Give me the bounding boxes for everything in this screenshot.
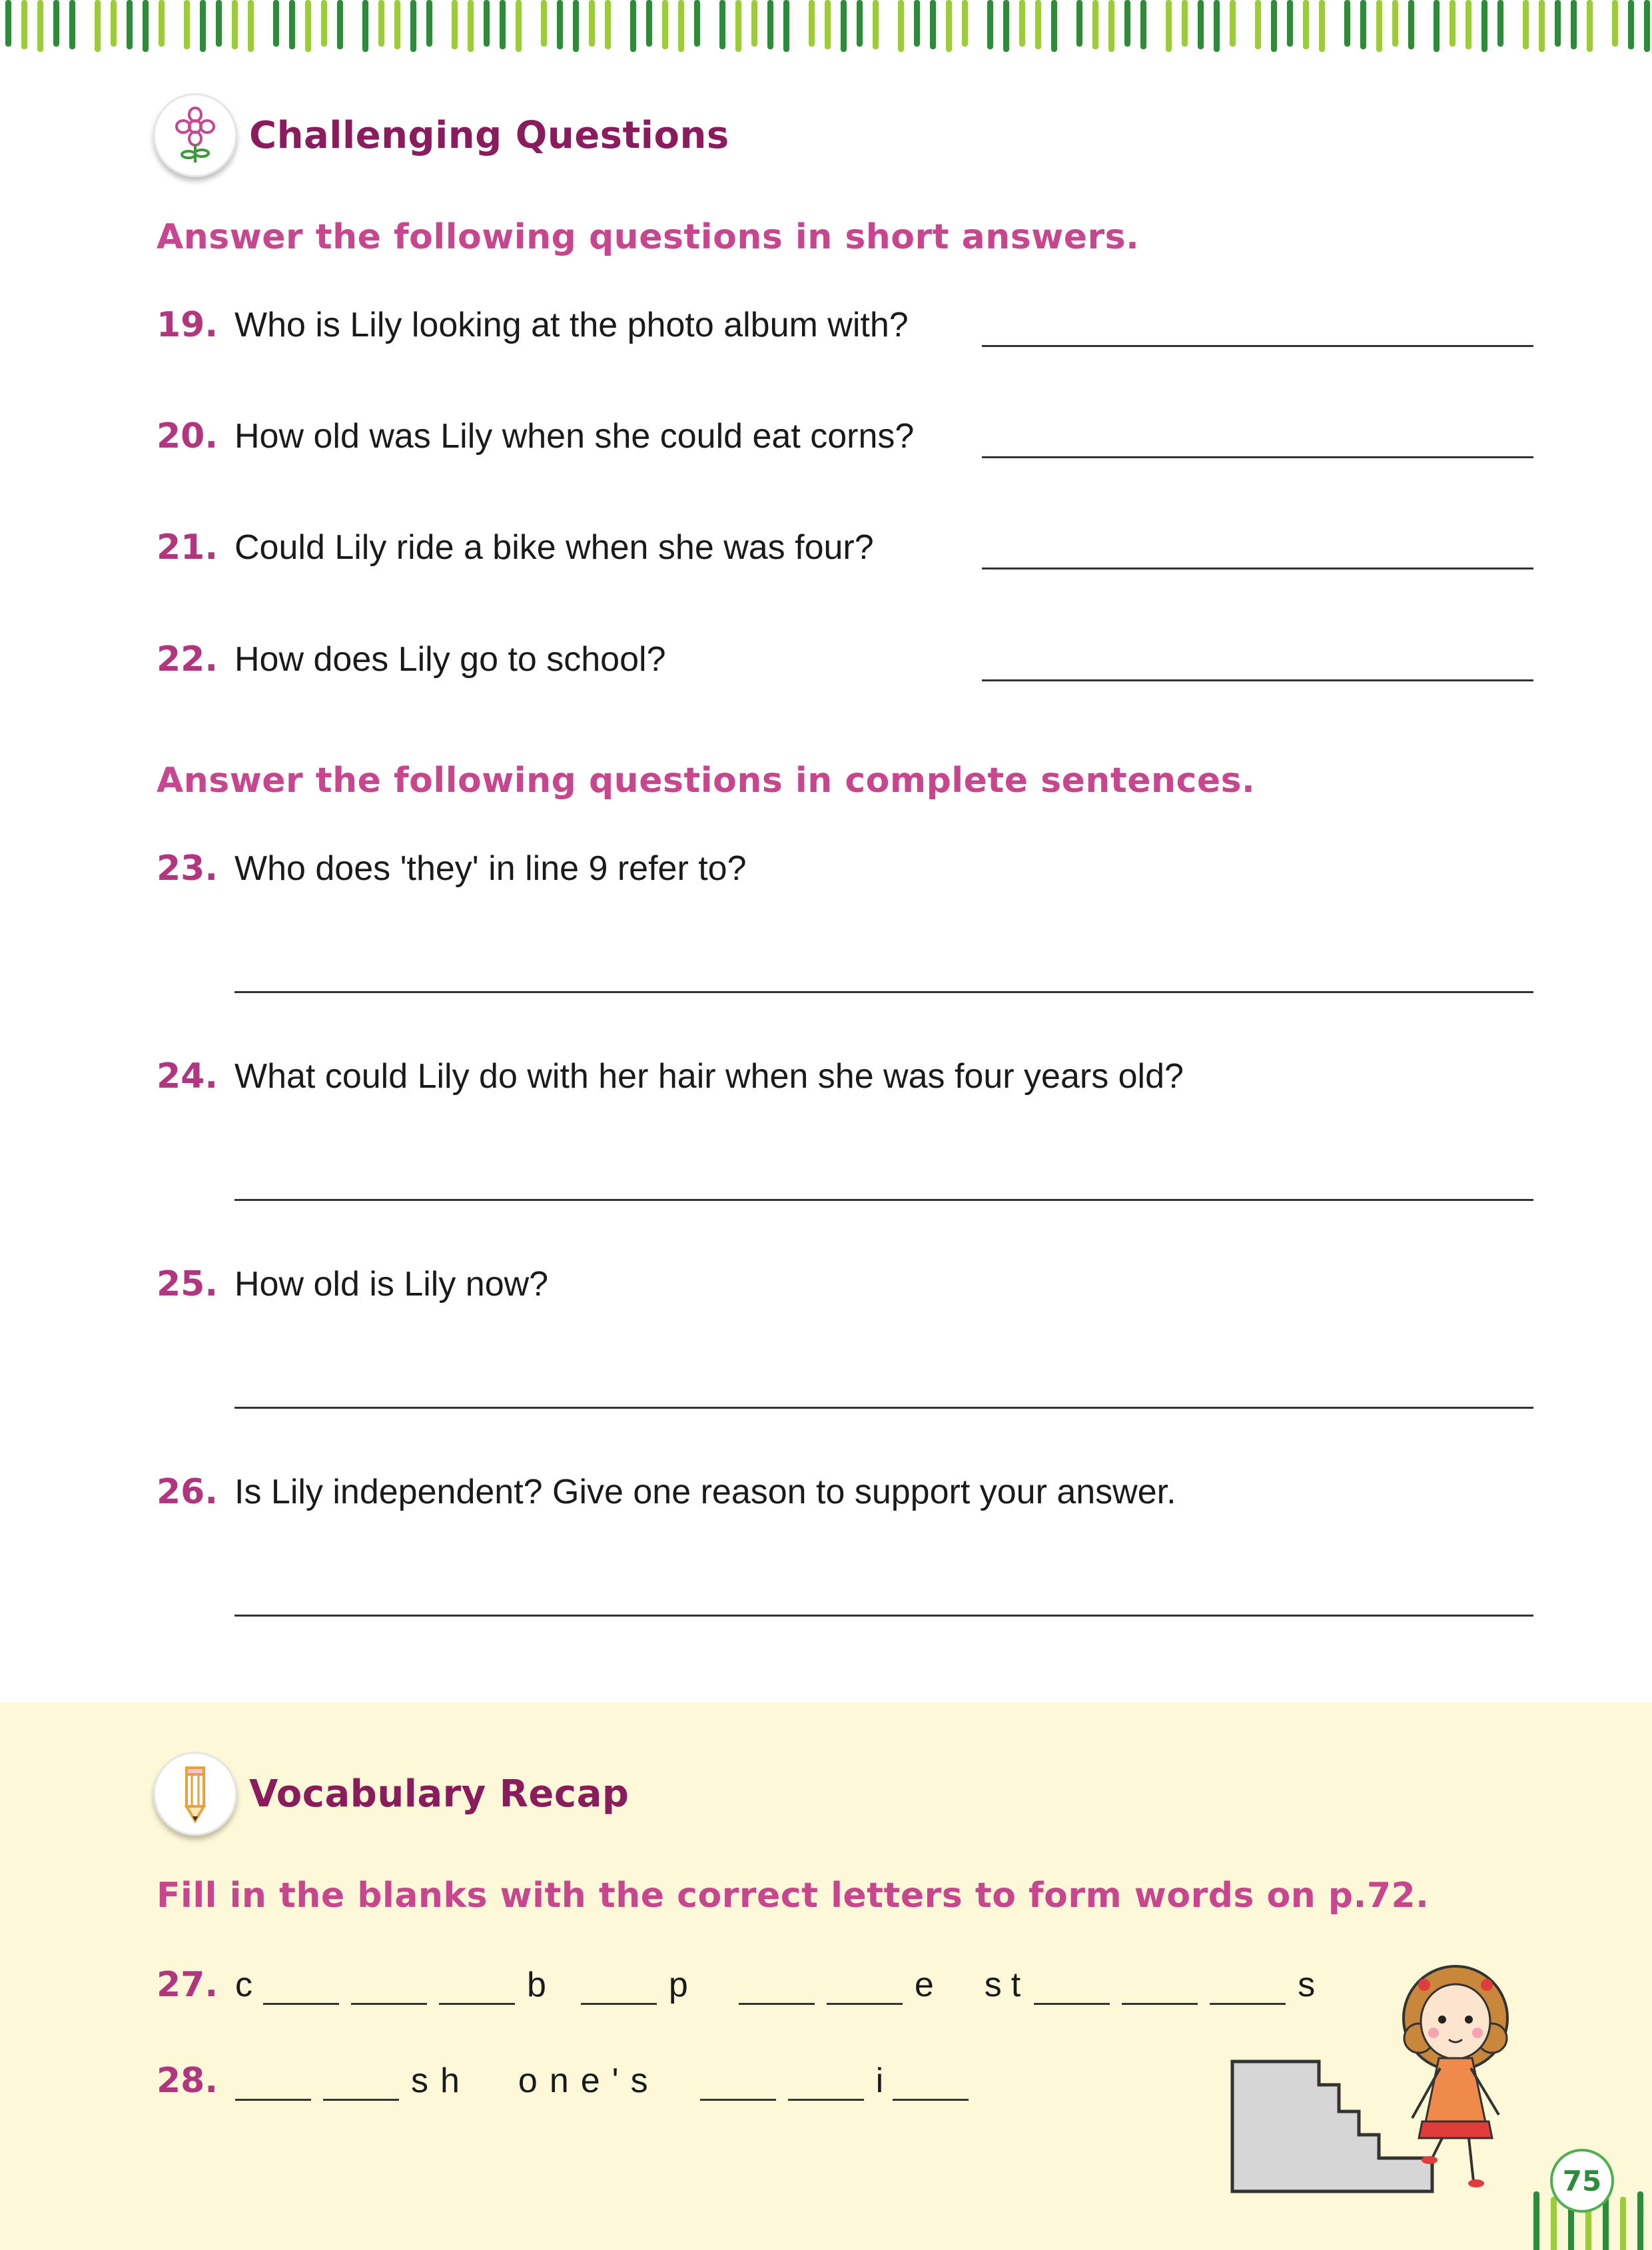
vocabulary-recap-header: [153, 1752, 629, 1836]
stripe: [143, 0, 149, 52]
letter-blank[interactable]: [827, 1968, 903, 2005]
letter-blank[interactable]: [1122, 1968, 1198, 2005]
stripe: [1612, 0, 1618, 47]
letter: e: [914, 1966, 934, 2004]
stripe: [1637, 2191, 1643, 2250]
stripe: [946, 0, 952, 52]
question-text: Could Lily ride a bike when she was four?: [234, 528, 874, 567]
question-text: Who is Lily looking at the photo album with?: [234, 306, 909, 344]
answer-line[interactable]: [234, 1615, 1533, 1617]
stripe: [767, 0, 773, 49]
stripe: [719, 0, 725, 49]
stripe: [1019, 0, 1025, 47]
stripe: [1124, 0, 1130, 47]
question-number: 19.: [157, 305, 218, 345]
stripe: [914, 0, 920, 47]
stripe: [1465, 0, 1471, 49]
stripe: [857, 0, 863, 47]
stripe: [426, 0, 432, 47]
flower-icon: [153, 93, 237, 177]
answer-line[interactable]: [234, 1407, 1533, 1409]
section-title: Challenging Questions: [249, 113, 729, 157]
stripe: [1303, 0, 1309, 49]
answer-line[interactable]: [982, 456, 1533, 458]
stripe: [541, 0, 547, 47]
instruction-complete-sentences: Answer the following questions in complete sentences.: [157, 761, 1256, 801]
answer-line[interactable]: [982, 679, 1533, 681]
challenging-questions-header: [153, 93, 729, 177]
stripe: [873, 0, 879, 49]
stripe: [694, 0, 700, 47]
question-number: 20.: [157, 416, 218, 456]
word: one's: [518, 2062, 660, 2100]
stripe: [69, 0, 75, 49]
stripe: [53, 0, 59, 47]
question-number: 21.: [157, 528, 218, 567]
stripe: [825, 0, 831, 49]
instruction-short-answers: Answer the following questions in short answers.: [157, 217, 1140, 257]
stripe: [557, 0, 563, 49]
stripe: [1481, 0, 1487, 52]
letter-blank[interactable]: [788, 2064, 864, 2101]
stripe: [321, 0, 327, 47]
stripe: [1255, 0, 1261, 49]
stripe: [248, 0, 254, 52]
question-text: Is Lily independent? Give one reason to support your answer.: [234, 1473, 1176, 1511]
top-stripe-border: [0, 0, 1652, 55]
question-number: 27.: [157, 1965, 218, 2005]
stripe: [1271, 0, 1277, 52]
pencil-icon: [153, 1752, 237, 1836]
stripe: [1360, 0, 1366, 49]
stripe: [1620, 2197, 1626, 2250]
stripe: [735, 0, 741, 52]
stripe: [289, 0, 295, 49]
letter: p: [668, 1966, 688, 2004]
question-number: 23.: [157, 849, 218, 889]
stripe: [362, 0, 368, 52]
stripe: [200, 0, 206, 52]
stripe: [37, 0, 43, 52]
stripe: [1434, 0, 1440, 52]
answer-line[interactable]: [234, 1199, 1533, 1201]
letter: s: [1298, 1966, 1316, 2004]
stripe: [573, 0, 579, 52]
letter: b: [527, 1966, 546, 2004]
stripe: [1628, 0, 1634, 49]
answer-line[interactable]: [234, 991, 1533, 993]
stripe: [1344, 0, 1350, 47]
stripe: [452, 0, 458, 49]
answer-line[interactable]: [982, 567, 1533, 569]
letter-blank[interactable]: [581, 1968, 657, 2005]
page-number: 75: [1550, 2149, 1614, 2213]
question-number: 26.: [157, 1472, 218, 1512]
letter: c: [235, 1966, 252, 2004]
stripe: [1051, 0, 1057, 52]
stripe: [1551, 2197, 1557, 2250]
stripe: [1287, 0, 1293, 47]
question-number: 24.: [157, 1056, 218, 1096]
question-number: 22.: [157, 639, 218, 679]
stripe: [232, 0, 238, 49]
stripe: [516, 0, 522, 52]
stripe: [1523, 0, 1529, 49]
letter-blank[interactable]: [893, 2064, 969, 2101]
letter-blank[interactable]: [739, 1968, 815, 2005]
letter: st: [984, 1966, 1031, 2004]
stripe: [378, 0, 384, 47]
answer-line[interactable]: [982, 345, 1533, 347]
stripe: [1449, 0, 1455, 47]
stripe: [1198, 0, 1204, 49]
question-text: What could Lily do with her hair when she was four years old?: [234, 1057, 1184, 1096]
stripe: [410, 0, 416, 52]
stripe: [95, 0, 101, 52]
stripe: [1140, 0, 1146, 49]
stripe: [1092, 0, 1098, 49]
stripe: [1108, 0, 1114, 52]
question-text: Who does 'they' in line 9 refer to?: [234, 849, 747, 888]
stripe: [589, 0, 595, 47]
stripe: [1214, 0, 1220, 52]
stripe: [1035, 0, 1041, 49]
stripe: [809, 0, 815, 47]
stripe: [930, 0, 936, 49]
stripe: [1392, 0, 1398, 47]
stripe: [1230, 0, 1236, 47]
letter-blank[interactable]: [235, 2064, 311, 2101]
stripe: [484, 0, 490, 47]
stripe: [662, 0, 668, 49]
stripe: [987, 0, 993, 49]
stripe: [1182, 0, 1188, 47]
stripe: [1003, 0, 1009, 52]
question-text: How old was Lily when she could eat corns?: [234, 417, 915, 456]
stripe: [216, 0, 222, 47]
stripe: [500, 0, 506, 49]
letter-blank[interactable]: [323, 2064, 399, 2101]
letter-blank[interactable]: [351, 1968, 427, 2005]
stripe: [898, 0, 904, 52]
stripe: [783, 0, 789, 52]
letter-blank[interactable]: [1034, 1968, 1110, 2005]
stripe: [159, 0, 165, 47]
stripe: [1166, 0, 1172, 52]
stripe: [751, 0, 757, 47]
letter: i: [875, 2062, 884, 2100]
stripe: [1644, 0, 1650, 52]
stripe: [5, 0, 11, 47]
stripe: [111, 0, 117, 47]
stripe: [1076, 0, 1082, 47]
stripe: [1533, 2191, 1539, 2250]
question-number: 25.: [157, 1264, 218, 1304]
stripe: [841, 0, 847, 52]
question-number: 28.: [157, 2061, 218, 2101]
instruction-fill-blanks: Fill in the blanks with the correct letters to form words on p.72.: [157, 1876, 1430, 1916]
question-27-row: [157, 1965, 1315, 2005]
question-text: How old is Lily now?: [234, 1265, 549, 1304]
stripe: [646, 0, 652, 47]
stripe: [273, 0, 279, 47]
letter-blank[interactable]: [700, 2064, 776, 2101]
stripe: [1587, 0, 1593, 52]
letter-blank[interactable]: [439, 1968, 515, 2005]
stripe: [1319, 0, 1325, 52]
stripe: [1555, 0, 1561, 47]
letter-blank[interactable]: [263, 1968, 339, 2005]
stripe: [605, 0, 611, 49]
stripe: [1539, 0, 1545, 52]
letter: sh: [411, 2062, 472, 2100]
question-28-row: [157, 2061, 981, 2101]
stripe: [678, 0, 684, 52]
stripe: [1571, 0, 1577, 49]
stripe: [630, 0, 636, 52]
stripe: [1497, 0, 1503, 47]
section-title: Vocabulary Recap: [249, 1772, 629, 1816]
stripe: [394, 0, 400, 49]
stripe: [962, 0, 968, 47]
stripe: [1376, 0, 1382, 52]
stripe: [337, 0, 343, 49]
question-text: How does Lily go to school?: [234, 640, 666, 679]
stripe: [184, 0, 190, 49]
stripe: [21, 0, 27, 49]
stripe: [127, 0, 133, 49]
stripe: [305, 0, 311, 52]
stripe: [1408, 0, 1414, 49]
stripe: [468, 0, 474, 52]
girl-climbing-stairs-illustration: [1226, 1958, 1559, 2198]
